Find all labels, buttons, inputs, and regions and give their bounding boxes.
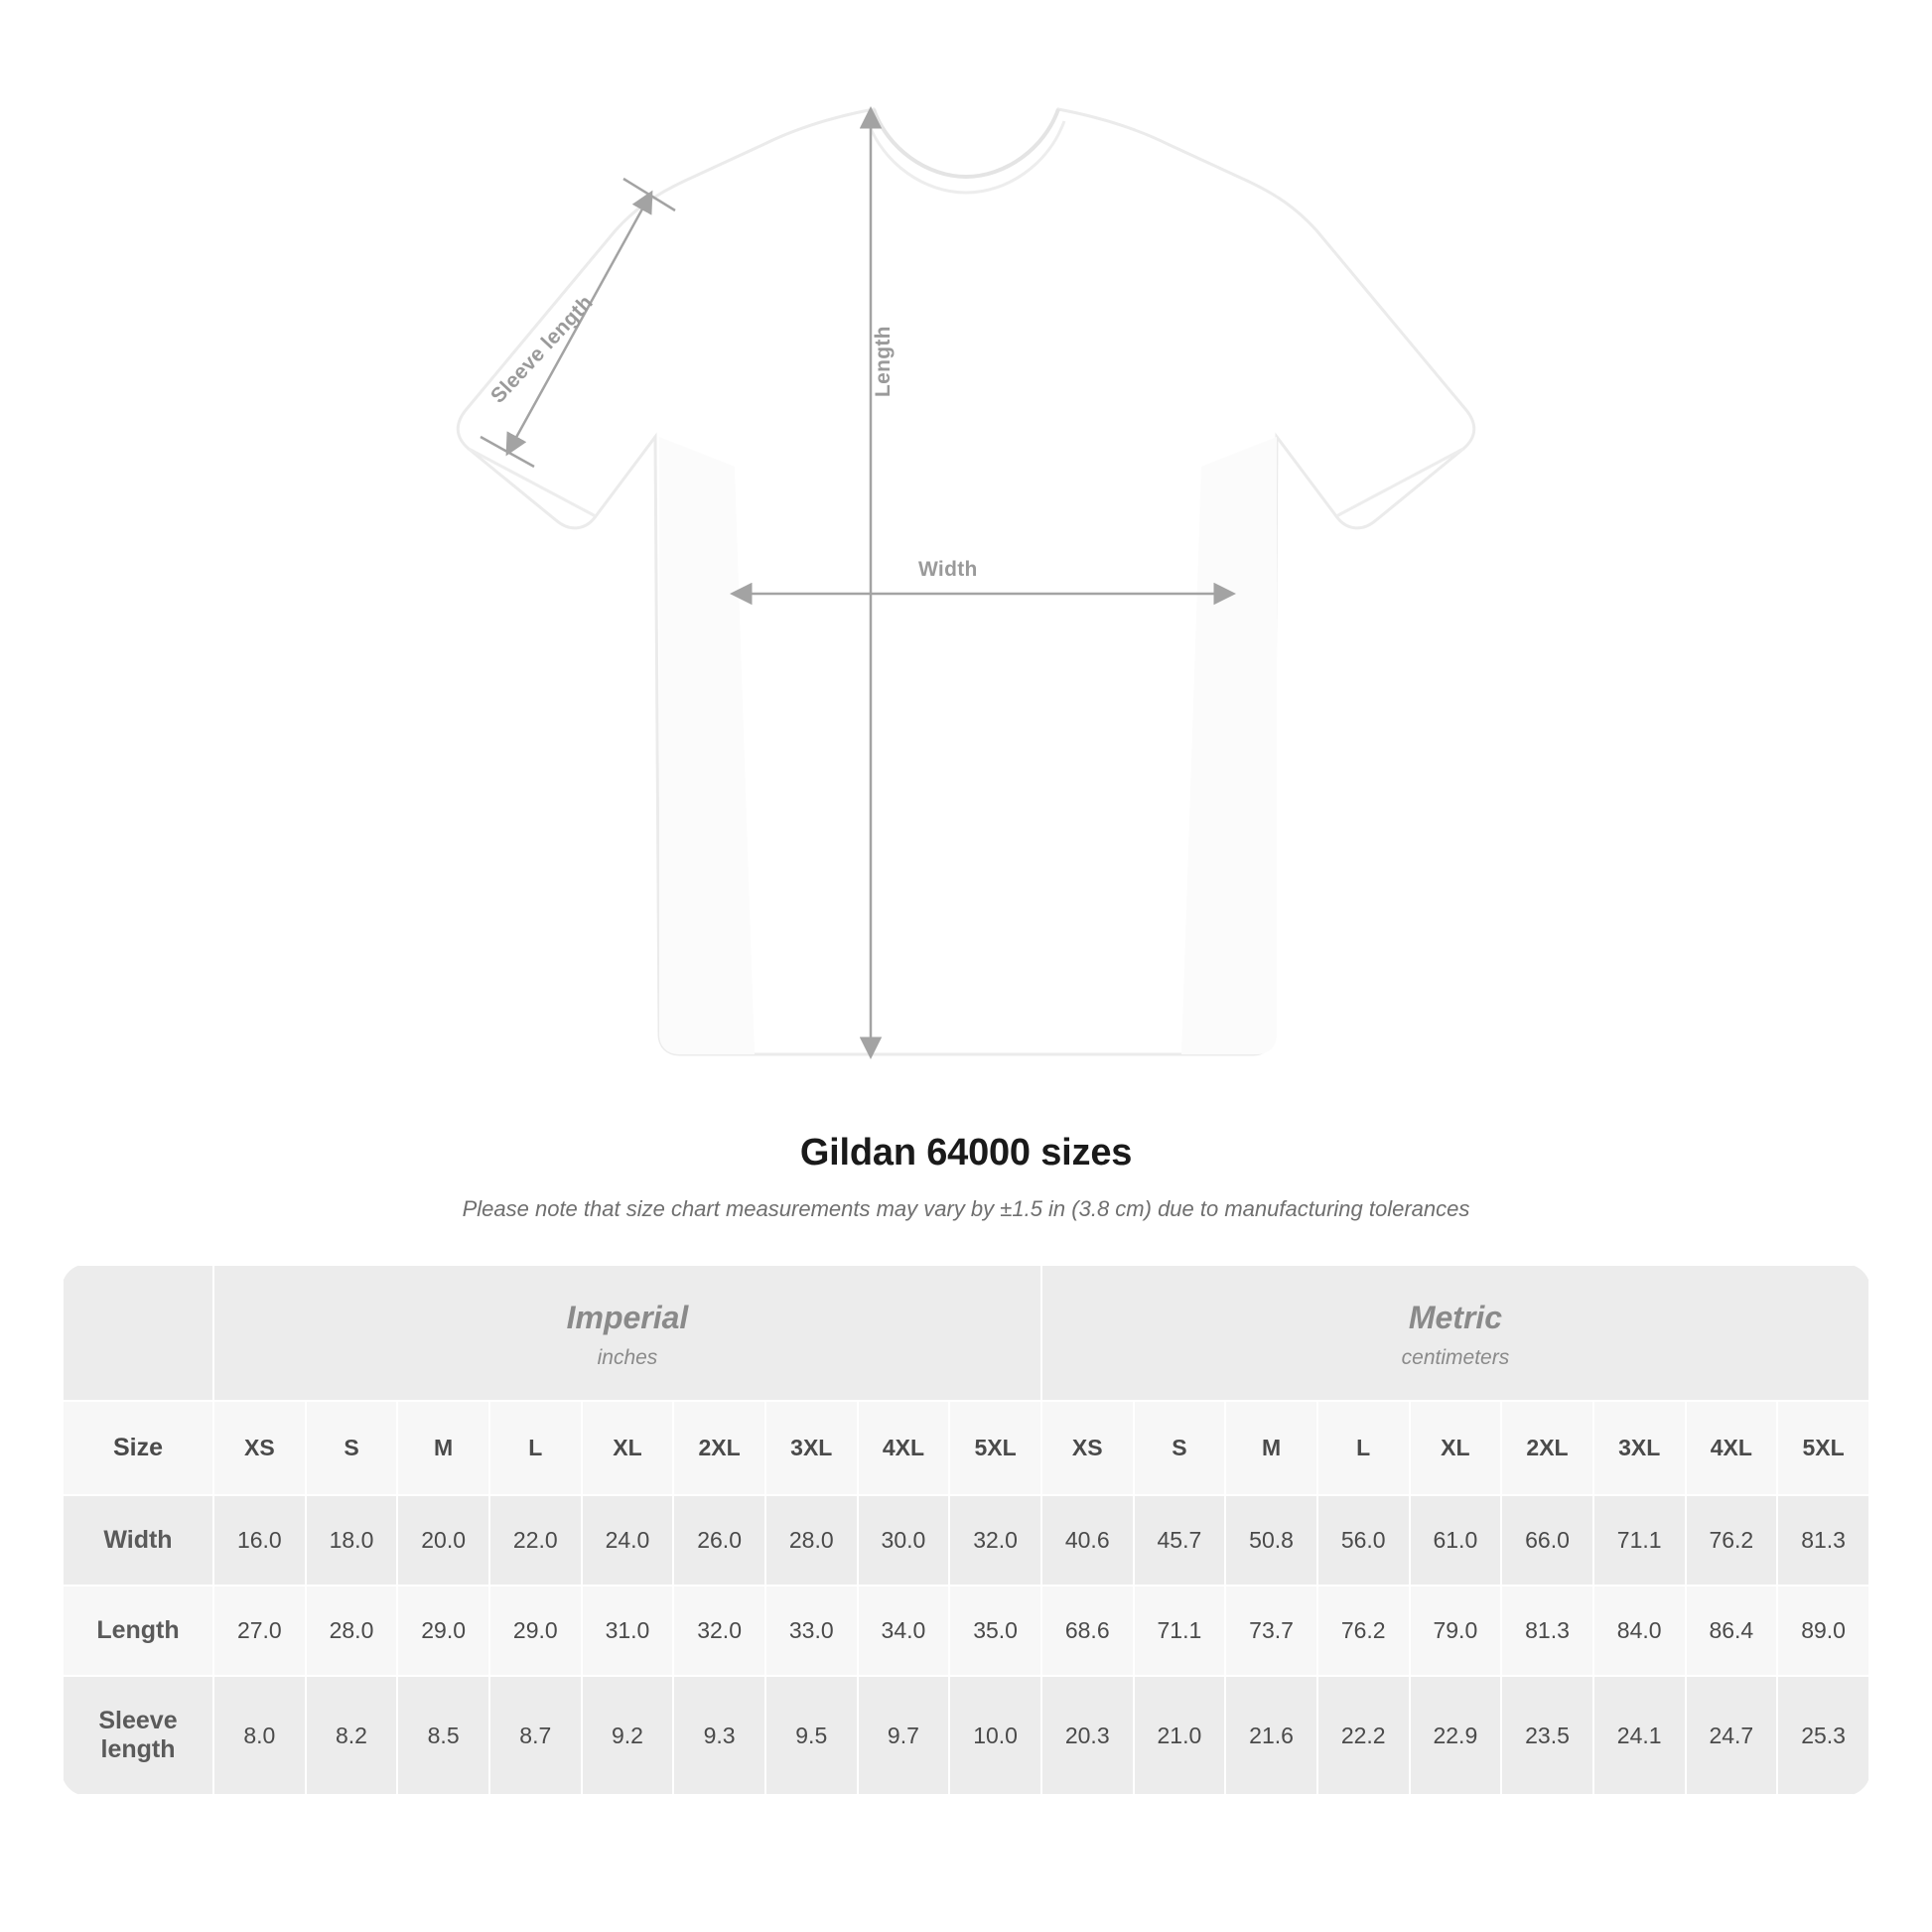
measurement-cell-metric: 23.5 [1501,1676,1593,1795]
tolerance-note: Please note that size chart measurements may vary by ±1.5 in (3.8 cm) due to manufacturing tolerances [462,1196,1470,1221]
size-table-wrapper [62,1264,1870,1796]
tshirt-shape [458,109,1474,1054]
measurement-cell-metric: 76.2 [1686,1495,1778,1586]
row-label: Sleeve length [63,1676,213,1795]
measurement-cell-imperial: 8.2 [306,1676,398,1795]
measurement-cell-metric: 81.3 [1501,1586,1593,1676]
size-header-cell: M [1225,1401,1317,1495]
size-header-cell: 2XL [1501,1401,1593,1495]
title-block [0,1132,1932,1222]
measurement-cell-imperial: 34.0 [858,1586,950,1676]
measurement-cell-metric: 22.9 [1410,1676,1502,1795]
measurement-cell-imperial: 8.7 [489,1676,582,1795]
measurement-cell-imperial: 9.7 [858,1676,950,1795]
measurement-cell-metric: 40.6 [1041,1495,1134,1586]
measurement-cell-imperial: 10.0 [949,1676,1041,1795]
measurement-cell-metric: 25.3 [1777,1676,1869,1795]
measurement-cell-imperial: 29.0 [397,1586,489,1676]
measurement-cell-metric: 21.0 [1134,1676,1226,1795]
unit-header-row [63,1265,1869,1401]
size-header-cell: 4XL [858,1401,950,1495]
size-header-cell: XS [213,1401,306,1495]
measurement-cell-imperial: 28.0 [765,1495,858,1586]
size-header-cell: 3XL [765,1401,858,1495]
size-header-cell: S [1134,1401,1226,1495]
size-column-header: Size [63,1401,213,1495]
unit-name: Metric [1408,1300,1503,1335]
measurement-cell-metric: 24.7 [1686,1676,1778,1795]
measurement-cell-imperial: 30.0 [858,1495,950,1586]
measurement-cell-metric: 50.8 [1225,1495,1317,1586]
unit-header-spacer [63,1265,213,1401]
size-header-cell: 5XL [949,1401,1041,1495]
size-header-cell: 5XL [1777,1401,1869,1495]
sleeve-length-label: Sleeve length [486,291,598,408]
size-table [62,1264,1870,1796]
unit-name: Imperial [566,1300,689,1335]
measurement-cell-imperial: 35.0 [949,1586,1041,1676]
table-row [63,1586,1869,1676]
measurement-cell-metric: 66.0 [1501,1495,1593,1586]
row-label: Length [63,1586,213,1676]
size-header-cell: 3XL [1593,1401,1686,1495]
measurement-cell-metric: 68.6 [1041,1586,1134,1676]
measurement-cell-imperial: 22.0 [489,1495,582,1586]
measurement-cell-metric: 56.0 [1317,1495,1410,1586]
size-header-cell: 4XL [1686,1401,1778,1495]
table-row [63,1676,1869,1795]
measurement-cell-metric: 84.0 [1593,1586,1686,1676]
measurement-cell-metric: 86.4 [1686,1586,1778,1676]
size-header-cell: L [1317,1401,1410,1495]
length-label: Length [872,326,895,397]
unit-header-imperial [213,1265,1041,1401]
measurement-cell-imperial: 24.0 [582,1495,674,1586]
measurement-cell-metric: 81.3 [1777,1495,1869,1586]
measurement-cell-metric: 71.1 [1593,1495,1686,1586]
measurement-cell-imperial: 9.5 [765,1676,858,1795]
size-header-cell: XS [1041,1401,1134,1495]
measurement-cell-metric: 24.1 [1593,1676,1686,1795]
size-header-row [63,1401,1869,1495]
page-title: Gildan 64000 sizes [799,1132,1133,1173]
measurement-cell-imperial: 16.0 [213,1495,306,1586]
row-label: Width [63,1495,213,1586]
unit-subtitle: centimeters [1401,1346,1510,1369]
measurement-cell-imperial: 31.0 [582,1586,674,1676]
unit-subtitle: inches [597,1346,658,1369]
size-header-cell: XL [582,1401,674,1495]
measurement-cell-imperial: 28.0 [306,1586,398,1676]
measurement-cell-metric: 76.2 [1317,1586,1410,1676]
size-header-cell: M [397,1401,489,1495]
measurement-cell-imperial: 8.0 [213,1676,306,1795]
measurement-cell-metric: 20.3 [1041,1676,1134,1795]
measurement-cell-imperial: 18.0 [306,1495,398,1586]
measurement-cell-imperial: 27.0 [213,1586,306,1676]
measurement-cell-imperial: 29.0 [489,1586,582,1676]
measurement-cell-metric: 21.6 [1225,1676,1317,1795]
measurement-cell-metric: 79.0 [1410,1586,1502,1676]
measurement-cell-imperial: 33.0 [765,1586,858,1676]
measurement-cell-metric: 89.0 [1777,1586,1869,1676]
measurement-cell-imperial: 9.3 [673,1676,765,1795]
measurement-cell-metric: 45.7 [1134,1495,1226,1586]
measurement-cell-imperial: 32.0 [949,1495,1041,1586]
size-header-cell: L [489,1401,582,1495]
size-header-cell: 2XL [673,1401,765,1495]
size-header-cell: S [306,1401,398,1495]
measurement-cell-metric: 22.2 [1317,1676,1410,1795]
measurement-cell-imperial: 8.5 [397,1676,489,1795]
measurement-cell-metric: 71.1 [1134,1586,1226,1676]
table-row [63,1495,1869,1586]
measurement-cell-imperial: 26.0 [673,1495,765,1586]
measurement-cell-metric: 61.0 [1410,1495,1502,1586]
measurement-cell-imperial: 9.2 [582,1676,674,1795]
measurement-cell-metric: 73.7 [1225,1586,1317,1676]
width-label: Width [918,558,978,581]
size-header-cell: XL [1410,1401,1502,1495]
unit-header-metric [1041,1265,1869,1401]
measurement-cell-imperial: 32.0 [673,1586,765,1676]
measurement-cell-imperial: 20.0 [397,1495,489,1586]
